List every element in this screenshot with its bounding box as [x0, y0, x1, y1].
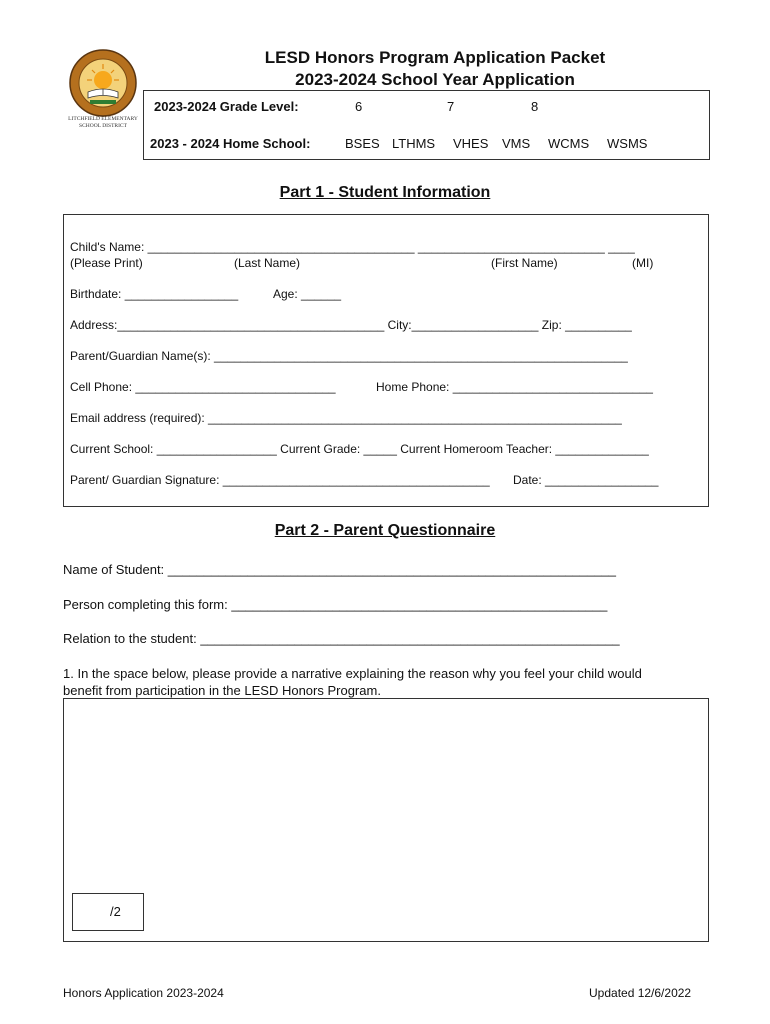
score-box[interactable] [72, 893, 144, 931]
cell-phone-field[interactable]: Cell Phone: ______________________________ [70, 380, 336, 394]
address-field[interactable]: Address:________________________________________ City:___________________ Zip: __________ [70, 318, 632, 332]
footer-left: Honors Application 2023-2024 [63, 986, 224, 1000]
last-name-caption: (Last Name) [234, 256, 301, 270]
logo-caption [62, 116, 144, 130]
footer-right: Updated 12/6/2022 [589, 986, 692, 1000]
current-school-field[interactable]: Current School: __________________ Current Grade: _____ Current Homeroom Teacher: ______________ [70, 442, 649, 456]
question1-line2: benefit from participation in the LESD Honors Program. [63, 683, 381, 698]
school-option-wcms[interactable]: WCMS [548, 136, 590, 151]
email-field[interactable]: Email address (required): ______________________________________________________________ [70, 411, 622, 425]
please-print-note: (Please Print) [70, 256, 143, 270]
age-field[interactable]: Age: ______ [273, 287, 342, 301]
grade-option-8[interactable]: 8 [531, 99, 539, 114]
grade-level-label: 2023-2024 Grade Level: [154, 99, 299, 114]
home-school-label: 2023 - 2024 Home School: [150, 136, 311, 151]
narrative-textarea[interactable] [63, 698, 709, 942]
score-text: /2 [110, 904, 121, 919]
grade-option-7[interactable]: 7 [447, 99, 455, 114]
school-option-vhes[interactable]: VHES [453, 136, 489, 151]
first-name-caption: (First Name) [491, 256, 558, 270]
district-logo [68, 48, 138, 118]
part1-title-text: Part 1 - Student Information [279, 184, 491, 201]
part2-title [0, 522, 770, 540]
school-option-vms[interactable]: VMS [502, 136, 531, 151]
school-option-bses[interactable]: BSES [345, 136, 380, 151]
signature-field[interactable]: Parent/ Guardian Signature: ________________________________________ [70, 473, 490, 487]
child-name-field[interactable]: Child's Name: ________________________________________ ____________________________ ____ [70, 240, 635, 254]
middle-initial-caption: (MI) [632, 256, 654, 270]
question1-line1: 1. In the space below, please provide a narrative explaining the reason why you feel your child would [63, 666, 642, 681]
page-subtitle: 2023-2024 School Year Application [295, 70, 575, 89]
school-option-lthms[interactable]: LTHMS [392, 136, 436, 151]
relation-field[interactable]: Relation to the student: __________________________________________________________ [63, 631, 620, 646]
person-completing-field[interactable]: Person completing this form: ____________________________________________________ [63, 597, 608, 612]
logo-caption-line2: SCHOOL DISTRICT [79, 123, 127, 129]
home-phone-field[interactable]: Home Phone: ______________________________ [376, 380, 653, 394]
school-option-wsms[interactable]: WSMS [607, 136, 648, 151]
birthdate-field[interactable]: Birthdate: _________________ [70, 287, 239, 301]
page-title: LESD Honors Program Application Packet [264, 48, 606, 67]
date-field[interactable]: Date: _________________ [513, 473, 659, 487]
grade-option-6[interactable]: 6 [355, 99, 363, 114]
logo-caption-line1: LITCHFIELD ELEMENTARY [68, 116, 138, 122]
part1-title [0, 184, 770, 202]
part2-title-text: Part 2 - Parent Questionnaire [274, 522, 496, 539]
student-name-field[interactable]: Name of Student: ______________________________________________________________ [63, 562, 617, 577]
parent-names-field[interactable]: Parent/Guardian Name(s): ______________________________________________________________ [70, 349, 628, 363]
